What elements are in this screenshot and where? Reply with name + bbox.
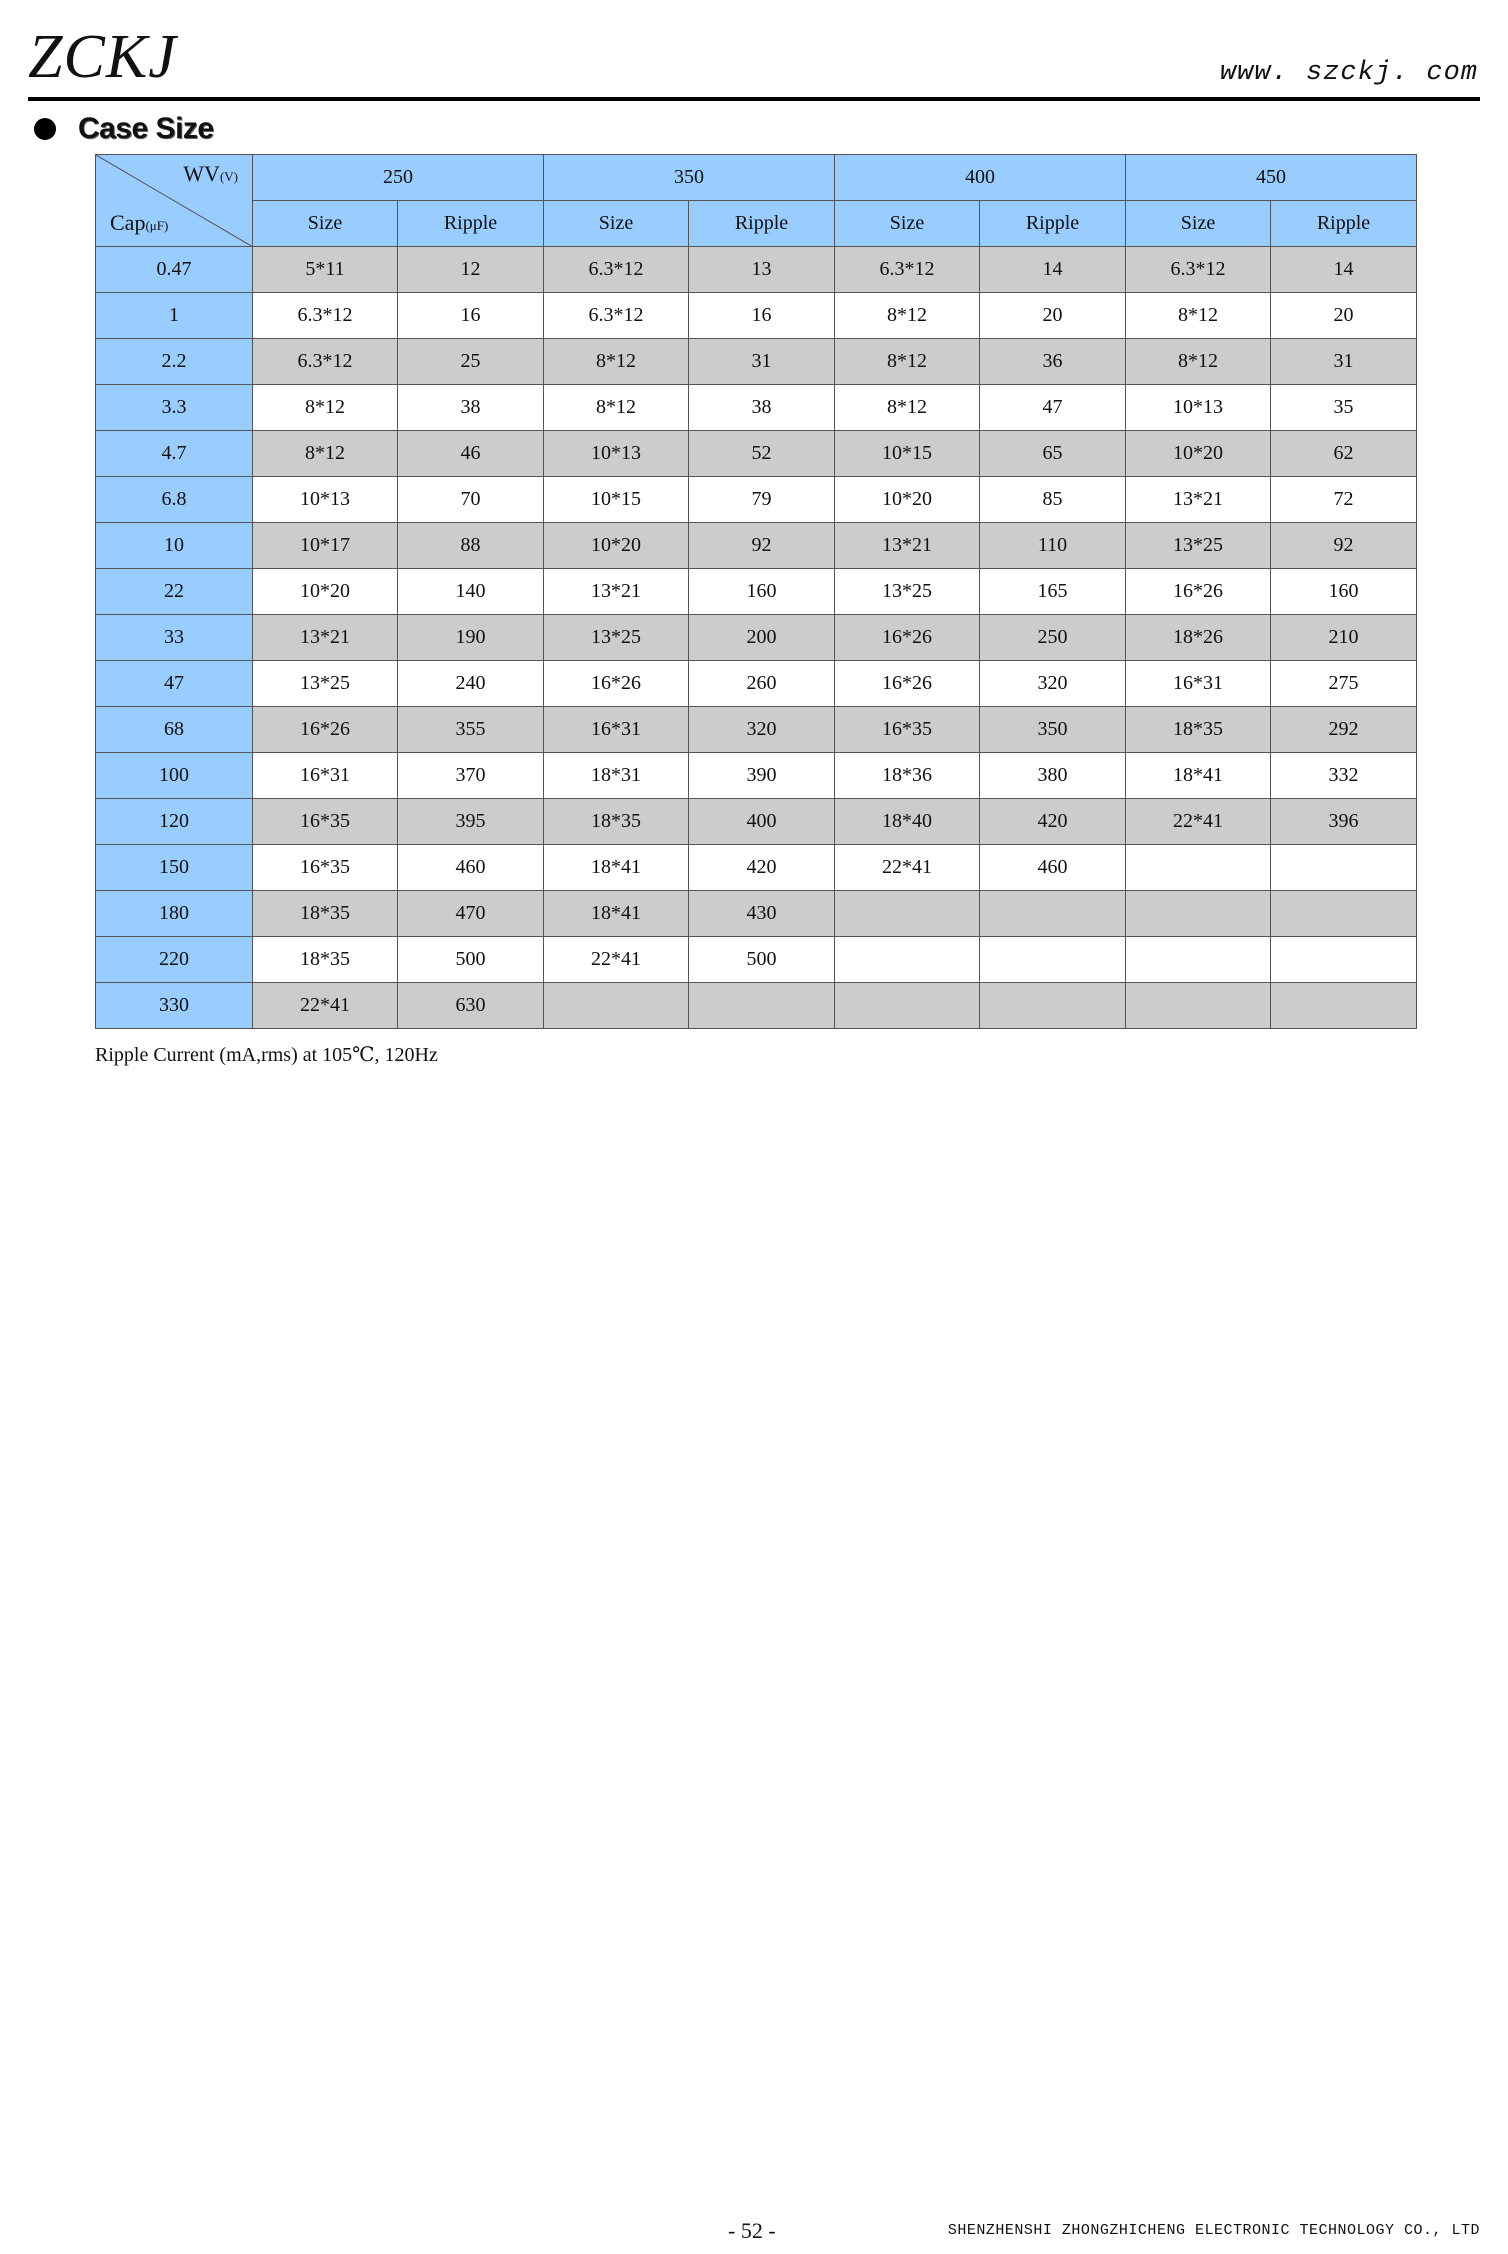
section-heading <box>34 112 214 146</box>
size-cell: 13*21 <box>835 523 980 569</box>
subheader-row <box>96 201 1417 247</box>
ripple-cell: 160 <box>1271 569 1417 615</box>
ripple-cell: 275 <box>1271 661 1417 707</box>
size-subheader: Size <box>253 201 398 247</box>
size-cell: 16*31 <box>253 753 398 799</box>
ripple-cell: 240 <box>398 661 544 707</box>
size-subheader: Size <box>835 201 980 247</box>
ripple-cell: 380 <box>980 753 1126 799</box>
ripple-cell: 400 <box>689 799 835 845</box>
size-cell: 6.3*12 <box>835 247 980 293</box>
ripple-cell: 630 <box>398 983 544 1029</box>
ripple-cell: 420 <box>980 799 1126 845</box>
ripple-cell: 52 <box>689 431 835 477</box>
size-cell <box>1126 983 1271 1029</box>
capacitance-cell: 33 <box>96 615 253 661</box>
size-cell: 10*13 <box>1126 385 1271 431</box>
size-cell: 22*41 <box>835 845 980 891</box>
voltage-header: 450 <box>1126 155 1417 201</box>
ripple-cell: 320 <box>689 707 835 753</box>
ripple-cell: 250 <box>980 615 1126 661</box>
size-cell <box>544 983 689 1029</box>
size-cell: 10*20 <box>253 569 398 615</box>
ripple-cell: 25 <box>398 339 544 385</box>
ripple-cell: 190 <box>398 615 544 661</box>
ripple-cell: 14 <box>980 247 1126 293</box>
ripple-cell: 355 <box>398 707 544 753</box>
ripple-cell: 260 <box>689 661 835 707</box>
size-cell: 16*31 <box>544 707 689 753</box>
ripple-cell: 292 <box>1271 707 1417 753</box>
size-cell <box>835 891 980 937</box>
ripple-subheader: Ripple <box>1271 201 1417 247</box>
table-row <box>96 891 1417 937</box>
size-cell: 18*35 <box>1126 707 1271 753</box>
size-cell: 8*12 <box>1126 293 1271 339</box>
ripple-cell: 92 <box>1271 523 1417 569</box>
size-cell: 6.3*12 <box>1126 247 1271 293</box>
capacitance-cell: 100 <box>96 753 253 799</box>
ripple-subheader: Ripple <box>398 201 544 247</box>
voltage-header-row <box>96 155 1417 201</box>
ripple-cell: 36 <box>980 339 1126 385</box>
size-cell: 16*35 <box>253 845 398 891</box>
ripple-cell: 420 <box>689 845 835 891</box>
ripple-cell <box>1271 891 1417 937</box>
capacitance-cell: 1 <box>96 293 253 339</box>
size-cell: 8*12 <box>253 385 398 431</box>
ripple-cell: 470 <box>398 891 544 937</box>
size-subheader: Size <box>1126 201 1271 247</box>
ripple-cell: 430 <box>689 891 835 937</box>
ripple-cell: 370 <box>398 753 544 799</box>
size-cell: 10*15 <box>835 431 980 477</box>
capacitance-cell: 120 <box>96 799 253 845</box>
ripple-cell: 20 <box>1271 293 1417 339</box>
table-row <box>96 615 1417 661</box>
ripple-cell <box>980 937 1126 983</box>
size-cell: 10*13 <box>544 431 689 477</box>
ripple-cell: 35 <box>1271 385 1417 431</box>
size-cell: 8*12 <box>544 385 689 431</box>
ripple-cell: 500 <box>398 937 544 983</box>
capacitance-cell: 220 <box>96 937 253 983</box>
ripple-cell: 47 <box>980 385 1126 431</box>
ripple-cell: 200 <box>689 615 835 661</box>
ripple-cell: 320 <box>980 661 1126 707</box>
table-row <box>96 477 1417 523</box>
capacitance-cell: 2.2 <box>96 339 253 385</box>
ripple-cell: 65 <box>980 431 1126 477</box>
ripple-cell: 13 <box>689 247 835 293</box>
size-cell: 8*12 <box>544 339 689 385</box>
ripple-cell: 12 <box>398 247 544 293</box>
table-row <box>96 523 1417 569</box>
ripple-cell: 160 <box>689 569 835 615</box>
table-row <box>96 661 1417 707</box>
size-cell: 18*26 <box>1126 615 1271 661</box>
size-cell <box>1126 845 1271 891</box>
voltage-header: 250 <box>253 155 544 201</box>
capacitance-cell: 22 <box>96 569 253 615</box>
ripple-cell: 38 <box>689 385 835 431</box>
table-row <box>96 339 1417 385</box>
size-cell: 13*21 <box>544 569 689 615</box>
ripple-cell <box>980 983 1126 1029</box>
ripple-cell: 20 <box>980 293 1126 339</box>
ripple-cell: 16 <box>398 293 544 339</box>
size-subheader: Size <box>544 201 689 247</box>
size-cell: 13*21 <box>1126 477 1271 523</box>
ripple-cell: 396 <box>1271 799 1417 845</box>
size-cell <box>1126 937 1271 983</box>
size-cell: 18*35 <box>544 799 689 845</box>
size-cell: 18*41 <box>1126 753 1271 799</box>
capacitance-cell: 330 <box>96 983 253 1029</box>
table-row <box>96 293 1417 339</box>
size-cell: 18*41 <box>544 891 689 937</box>
size-cell: 6.3*12 <box>253 339 398 385</box>
table-row <box>96 707 1417 753</box>
capacitance-cell: 10 <box>96 523 253 569</box>
size-cell: 13*25 <box>253 661 398 707</box>
size-cell: 8*12 <box>835 385 980 431</box>
corner-cap-label: Cap(μF) <box>110 210 169 235</box>
size-cell <box>835 937 980 983</box>
ripple-cell: 460 <box>398 845 544 891</box>
table-row <box>96 753 1417 799</box>
ripple-cell: 332 <box>1271 753 1417 799</box>
ripple-note: Ripple Current (mA,rms) at 105℃, 120Hz <box>95 1044 438 1066</box>
size-cell: 13*25 <box>1126 523 1271 569</box>
website-url: www. szckj. com <box>1219 58 1478 88</box>
company-footer: SHENZHENSHI ZHONGZHICHENG ELECTRONIC TECHNOLOGY CO., LTD <box>947 2222 1480 2239</box>
size-cell: 16*26 <box>835 615 980 661</box>
capacitance-cell: 0.47 <box>96 247 253 293</box>
table-row <box>96 845 1417 891</box>
size-cell: 5*11 <box>253 247 398 293</box>
size-cell: 18*36 <box>835 753 980 799</box>
table-row <box>96 799 1417 845</box>
size-cell: 8*12 <box>253 431 398 477</box>
size-cell: 18*41 <box>544 845 689 891</box>
size-cell: 8*12 <box>1126 339 1271 385</box>
ripple-cell: 110 <box>980 523 1126 569</box>
capacitance-cell: 180 <box>96 891 253 937</box>
size-cell: 10*20 <box>544 523 689 569</box>
ripple-cell: 500 <box>689 937 835 983</box>
ripple-cell: 79 <box>689 477 835 523</box>
capacitance-cell: 150 <box>96 845 253 891</box>
ripple-cell: 16 <box>689 293 835 339</box>
ripple-cell: 460 <box>980 845 1126 891</box>
voltage-header: 350 <box>544 155 835 201</box>
size-cell: 10*20 <box>1126 431 1271 477</box>
ripple-cell: 92 <box>689 523 835 569</box>
capacitance-cell: 3.3 <box>96 385 253 431</box>
size-cell: 18*35 <box>253 937 398 983</box>
corner-wv-label: WV(V) <box>183 161 238 186</box>
size-cell: 6.3*12 <box>544 247 689 293</box>
ripple-cell: 31 <box>689 339 835 385</box>
ripple-subheader: Ripple <box>689 201 835 247</box>
size-cell: 10*20 <box>835 477 980 523</box>
capacitance-cell: 4.7 <box>96 431 253 477</box>
page-number: - 52 - <box>728 2218 776 2243</box>
ripple-cell <box>689 983 835 1029</box>
ripple-cell <box>1271 937 1417 983</box>
table-row <box>96 983 1417 1029</box>
table-corner-cell <box>96 155 253 247</box>
ripple-cell <box>1271 845 1417 891</box>
size-cell: 8*12 <box>835 293 980 339</box>
table-row <box>96 247 1417 293</box>
size-cell: 22*41 <box>1126 799 1271 845</box>
capacitance-cell: 6.8 <box>96 477 253 523</box>
ripple-cell: 14 <box>1271 247 1417 293</box>
header-rule <box>28 97 1480 101</box>
ripple-cell: 350 <box>980 707 1126 753</box>
size-cell: 10*17 <box>253 523 398 569</box>
size-cell: 18*40 <box>835 799 980 845</box>
ripple-cell: 140 <box>398 569 544 615</box>
size-cell: 13*25 <box>835 569 980 615</box>
table-row <box>96 569 1417 615</box>
capacitance-cell: 47 <box>96 661 253 707</box>
case-size-table <box>95 154 1417 1029</box>
size-cell: 16*35 <box>835 707 980 753</box>
size-cell: 16*26 <box>544 661 689 707</box>
ripple-cell: 390 <box>689 753 835 799</box>
ripple-cell: 210 <box>1271 615 1417 661</box>
ripple-cell: 85 <box>980 477 1126 523</box>
ripple-cell: 88 <box>398 523 544 569</box>
section-title: Case Size <box>78 112 214 145</box>
size-cell: 18*35 <box>253 891 398 937</box>
size-cell <box>1126 891 1271 937</box>
table-row <box>96 385 1417 431</box>
size-cell: 16*35 <box>253 799 398 845</box>
ripple-cell: 72 <box>1271 477 1417 523</box>
size-cell: 13*25 <box>544 615 689 661</box>
size-cell: 16*26 <box>253 707 398 753</box>
size-cell: 13*21 <box>253 615 398 661</box>
voltage-header: 400 <box>835 155 1126 201</box>
size-cell: 10*15 <box>544 477 689 523</box>
ripple-cell: 38 <box>398 385 544 431</box>
table-row <box>96 937 1417 983</box>
size-cell: 18*31 <box>544 753 689 799</box>
ripple-cell: 31 <box>1271 339 1417 385</box>
size-cell: 6.3*12 <box>544 293 689 339</box>
ripple-subheader: Ripple <box>980 201 1126 247</box>
ripple-cell: 62 <box>1271 431 1417 477</box>
size-cell: 16*26 <box>1126 569 1271 615</box>
ripple-cell: 395 <box>398 799 544 845</box>
size-cell: 8*12 <box>835 339 980 385</box>
size-cell <box>835 983 980 1029</box>
ripple-cell: 165 <box>980 569 1126 615</box>
ripple-cell: 46 <box>398 431 544 477</box>
size-cell: 22*41 <box>253 983 398 1029</box>
capacitance-cell: 68 <box>96 707 253 753</box>
ripple-cell <box>1271 983 1417 1029</box>
size-cell: 16*26 <box>835 661 980 707</box>
size-cell: 16*31 <box>1126 661 1271 707</box>
company-logo: ZCKJ <box>28 23 177 91</box>
size-cell: 6.3*12 <box>253 293 398 339</box>
size-cell: 10*13 <box>253 477 398 523</box>
ripple-cell: 70 <box>398 477 544 523</box>
ripple-cell <box>980 891 1126 937</box>
table-row <box>96 431 1417 477</box>
size-cell: 22*41 <box>544 937 689 983</box>
table-body <box>96 247 1417 1029</box>
bullet-icon <box>34 118 56 140</box>
